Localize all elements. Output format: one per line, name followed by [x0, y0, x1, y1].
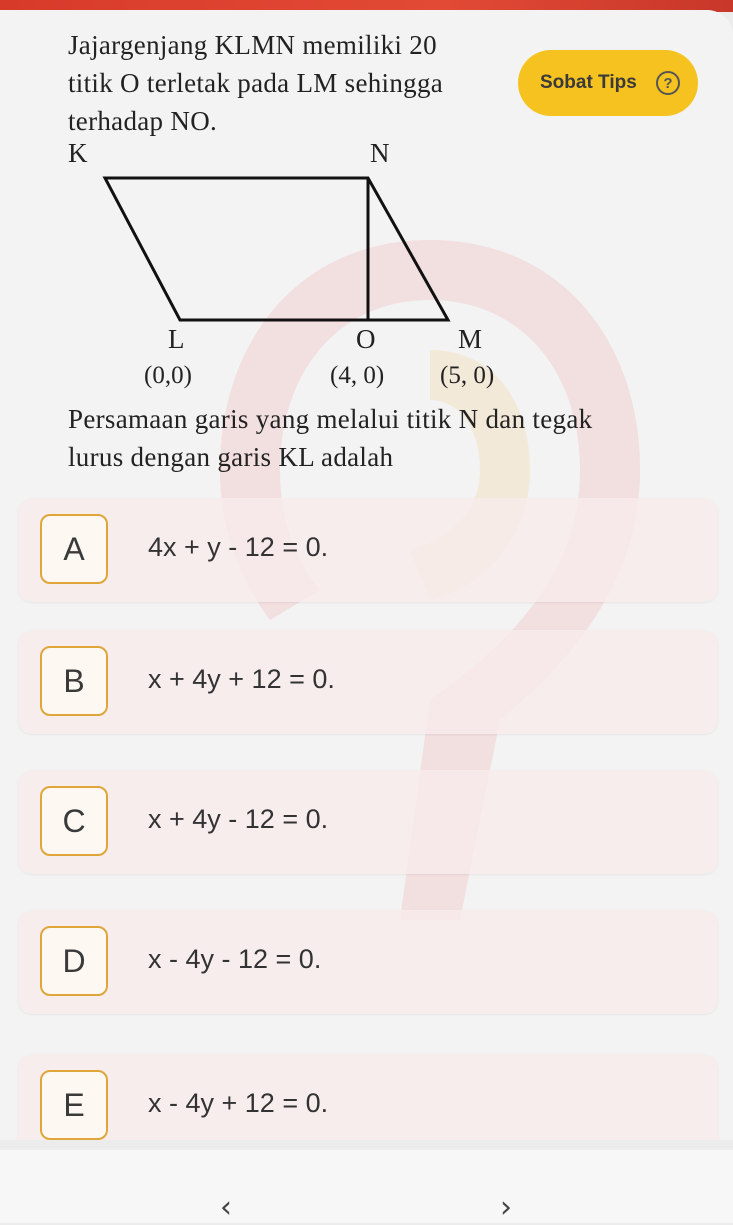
sobat-tips-label: Sobat Tips	[540, 72, 637, 93]
option-letter-a: A	[40, 514, 108, 584]
vertex-label-o: O	[356, 324, 376, 354]
option-letter-b: B	[40, 646, 108, 716]
coordinate-o: (4, 0)	[330, 362, 385, 389]
option-letter-e: E	[40, 1070, 108, 1140]
bottom-navigation-bar	[0, 1150, 733, 1223]
sobat-tips-button[interactable]	[518, 50, 698, 116]
vertex-label-k: K	[68, 138, 88, 168]
option-letter-c: C	[40, 786, 108, 856]
question-line-2: titik O terletak pada LM sehingga	[68, 68, 444, 98]
option-d[interactable]	[18, 910, 718, 1014]
question-line-1: Jajargenjang KLMN memiliki 20	[68, 30, 437, 60]
question-prompt-line-2: lurus dengan garis KL adalah	[68, 442, 394, 472]
option-letter-d: D	[40, 926, 108, 996]
coordinate-l: (0,0)	[144, 362, 192, 389]
option-equation-c: x + 4y - 12 = 0.	[148, 804, 329, 834]
option-equation-d: x - 4y - 12 = 0.	[148, 944, 322, 974]
question-line-3: terhadap NO.	[68, 106, 218, 136]
vertex-label-n: N	[370, 138, 390, 168]
help-circle-icon: ?	[656, 71, 680, 95]
option-equation-a: 4x + y - 12 = 0.	[148, 532, 329, 562]
option-a[interactable]	[18, 498, 718, 602]
question-prompt-line-1: Persamaan garis yang melalui titik N dan tegak	[68, 404, 593, 434]
option-c[interactable]	[18, 770, 718, 874]
previous-arrow-icon[interactable]: ‹	[220, 1190, 232, 1225]
option-e[interactable]	[18, 1054, 718, 1140]
question-card	[0, 10, 733, 1140]
option-equation-e: x - 4y + 12 = 0.	[148, 1088, 329, 1118]
option-equation-b: x + 4y + 12 = 0.	[148, 664, 335, 694]
next-arrow-icon[interactable]: ›	[500, 1190, 512, 1225]
option-b[interactable]	[18, 630, 718, 734]
vertex-label-m: M	[458, 324, 483, 354]
parallelogram-klmn	[105, 178, 448, 320]
coordinate-m: (5, 0)	[440, 362, 495, 389]
vertex-label-l: L	[168, 324, 185, 354]
